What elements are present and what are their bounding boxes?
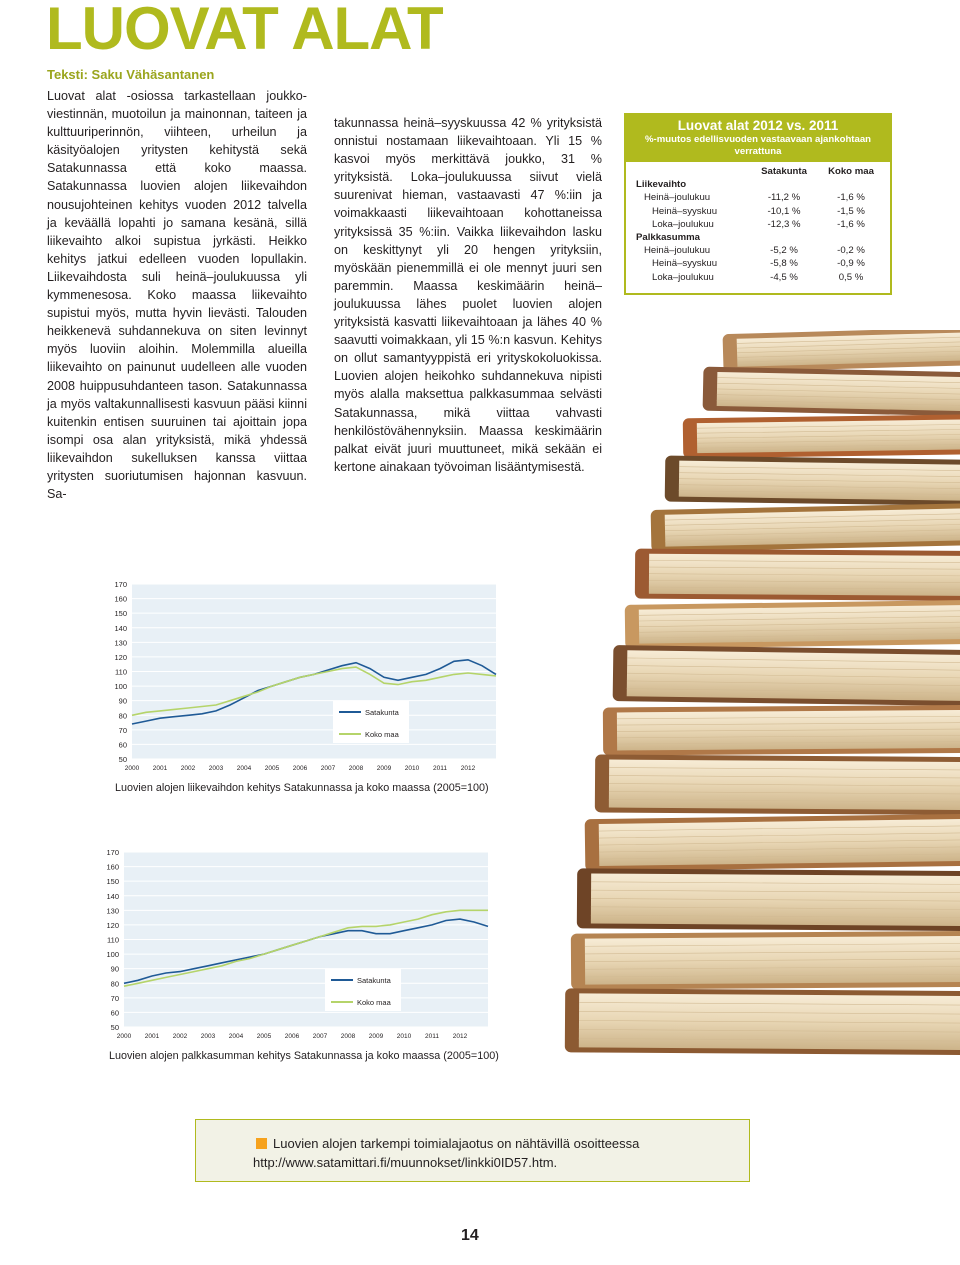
- group-label: Palkkasumma: [636, 232, 700, 244]
- x-tick-label: 2006: [284, 1033, 300, 1040]
- legend-label: Satakunta: [365, 708, 399, 717]
- group-label: Liikevaihto: [636, 179, 687, 191]
- y-tick-label: 70: [110, 993, 119, 1003]
- table-row: [636, 218, 884, 231]
- x-tick-label: 2007: [312, 1033, 328, 1040]
- x-tick-label: 2009: [368, 1033, 384, 1040]
- link-note-box: [195, 1119, 750, 1182]
- book: [703, 367, 960, 418]
- y-tick-label: 110: [115, 667, 127, 677]
- row-label: Heinä–syyskuu: [652, 258, 718, 270]
- y-tick-label: 160: [106, 862, 119, 872]
- y-tick-label: 100: [106, 950, 119, 960]
- x-tick-label: 2011: [425, 1033, 439, 1040]
- payroll-chart: [92, 840, 492, 1046]
- y-tick-label: 60: [110, 1008, 119, 1018]
- x-tick-label: 2000: [124, 765, 140, 772]
- group-row: [636, 231, 884, 244]
- y-tick-label: 170: [114, 580, 127, 589]
- row-label: Heinä–joulukuu: [644, 245, 711, 257]
- body-text-column-2: takunnassa heinä–syyskuussa 42 % yrityksistä onnistui nostamaan liikevaihtoaan. Yli 15 % kasvoi myös merkittävä joukko, 31 % yrityksistä. Loka–joulukuussa siivut vielä suurenivat hieman, vastaavasti 47 %:iin ja voimakkaasti liikevaihtoaan kohottaneissa yrityksissä 35 %:iin. Vaikka liikevaihdon lasku on keskittynyt yli 20 hengen yrityksiin, myöskään pienemmillä ei ole mennyt juuri sen paremmin. Maassa keskimäärin heinä–joulukuussa lähes puolet luovien alojen yrityksistä kasvatti liikevaihtoaan ja lähes 40 % saavutti voimakkaan, yli 15 %:n kasvun. Kehitys on ollut samantyyppistä eri yrityskokoluokissa. Luovien alojen heikohko suhdannekuva nipisti myös alalla maksettua palkkasummaa selvästi Satakunnassa, mikä viittaa vahvasti henkilöstövähennyksiin. Maassa keskimäärin palkat eivät juuri muuttuneet, mikä sekään ei kertone ainakaan työvoiman lisääntymisestä.: [334, 116, 602, 474]
- info-table-title: Luovat alat 2012 vs. 2011: [677, 118, 839, 133]
- y-tick-label: 130: [114, 638, 127, 648]
- book: [723, 330, 960, 372]
- cell-satakunta: -10,1 %: [767, 205, 801, 217]
- x-tick-label: 2010: [404, 765, 420, 772]
- y-tick-label: 70: [118, 725, 127, 735]
- cell-koko-maa: -1,6 %: [837, 218, 865, 230]
- table-row: [636, 257, 884, 270]
- info-table-subtitle: %-muutos edellisvuoden vastaavaan ajankohtaan verrattuna: [644, 134, 872, 157]
- cell-koko-maa: -1,5 %: [837, 205, 865, 217]
- y-tick-label: 140: [106, 891, 119, 901]
- author-byline: Teksti: Saku Vähäsantanen: [47, 67, 215, 82]
- x-tick-label: 2004: [228, 1033, 244, 1040]
- x-tick-label: 2005: [256, 1033, 272, 1040]
- cell-satakunta: -11,2 %: [767, 192, 801, 204]
- book: [665, 455, 960, 506]
- y-tick-label: 160: [114, 594, 127, 604]
- x-tick-label: 2007: [320, 765, 336, 772]
- y-tick-label: 80: [110, 979, 119, 989]
- orange-square-icon: [256, 1138, 267, 1149]
- y-tick-label: 100: [114, 682, 127, 692]
- book: [565, 988, 960, 1056]
- book: [651, 502, 960, 552]
- cell-koko-maa: 0,5 %: [838, 271, 864, 283]
- book: [613, 645, 960, 707]
- x-tick-label: 2003: [200, 1033, 216, 1040]
- x-tick-label: 2008: [348, 765, 364, 772]
- y-tick-label: 120: [106, 920, 119, 930]
- note-line-1: [256, 1134, 749, 1153]
- revenue-chart: [100, 572, 500, 778]
- cell-koko-maa: -0,9 %: [837, 258, 865, 270]
- y-tick-label: 140: [114, 623, 127, 633]
- book: [683, 413, 960, 458]
- x-tick-label: 2012: [460, 765, 476, 772]
- y-tick-label: 150: [114, 609, 127, 619]
- x-tick-label: 2000: [116, 1033, 132, 1040]
- legend-label: Satakunta: [357, 976, 391, 985]
- x-tick-label: 2008: [340, 1033, 356, 1040]
- table-row: [636, 205, 884, 218]
- cell-satakunta: -5,2 %: [770, 245, 798, 257]
- x-tick-label: 2002: [180, 765, 196, 772]
- y-tick-label: 50: [118, 755, 127, 764]
- x-tick-label: 2001: [152, 765, 168, 772]
- x-tick-label: 2006: [292, 765, 308, 772]
- group-row: [636, 178, 884, 191]
- book: [635, 549, 960, 602]
- y-tick-label: 110: [107, 935, 119, 945]
- row-label: Heinä–syyskuu: [652, 205, 718, 217]
- row-label: Heinä–joulukuu: [644, 192, 711, 204]
- page-title: LUOVAT ALAT: [46, 0, 443, 62]
- x-tick-label: 2011: [433, 765, 447, 772]
- book: [571, 930, 960, 989]
- cell-koko-maa: -1,6 %: [837, 192, 865, 204]
- legend-label: Koko maa: [365, 730, 399, 739]
- cell-satakunta: -12,3 %: [767, 218, 801, 230]
- cell-satakunta: -4,5 %: [770, 271, 798, 283]
- info-table: [636, 165, 884, 284]
- note-text: Luovien alojen tarkempi toimialajaotus on nähtävillä osoitteessa: [273, 1136, 640, 1151]
- book: [625, 599, 960, 649]
- y-tick-label: 50: [110, 1023, 119, 1032]
- x-tick-label: 2010: [396, 1033, 412, 1040]
- book: [603, 704, 960, 755]
- x-tick-label: 2004: [236, 765, 252, 772]
- y-tick-label: 150: [106, 877, 119, 887]
- x-tick-label: 2012: [452, 1033, 468, 1040]
- book: [585, 813, 960, 872]
- y-tick-label: 90: [118, 696, 127, 706]
- book: [595, 754, 960, 815]
- x-tick-label: 2003: [208, 765, 224, 772]
- y-tick-label: 60: [118, 740, 127, 750]
- cell-satakunta: -5,8 %: [770, 258, 798, 270]
- info-table-header: [626, 115, 890, 162]
- body-text-column-1: Luovat alat -osiossa tarkastellaan joukko-viestinnän, muotoilun ja mainonnan, taiteen ja kulttuuriperinnön, viihteen, urheilun ja käsityöalojen yritysten kehitystä sekä Satakunnassa että koko maassa. Satakunnassa luovien alojen liikevaihdon nousujohteinen kehitys vuoden 2012 talvella ja keväällä lopahti jo samana kesänä, sillä liikevaihto alkoi supistua jyrkästi. Heikko kehitys jatkui edelleen vuoden lopullakin. Liikevaihdosta suli heinä–joulukuussa yli kymmenesosa. Koko maassa liikevaihto supistui myös, mutta hyvin lievästi. Talouden heikkenevä suhdannekuva on siten levinnyt myös luoviin aloihin. Molemmilla alueilla liikevaihto on painunut uudelleen alle vuoden 2008 huippusuhdanteen tason. Satakunnassa ja myös valtakunnallisesti kasvuun pääsi kiinni kuitenkin entisen suuruinen tai ajoittain jopa isompi osa alan yrityksistä, mikä yhdessä liikevaihdon sukelluksen kanssa viittaa yritysten suoriutumisen hajonnan kasvuun. Sa-: [47, 89, 307, 502]
- y-tick-label: 120: [114, 652, 127, 662]
- x-tick-label: 2001: [144, 1033, 160, 1040]
- page-number: 14: [461, 1227, 479, 1244]
- info-table-box: [624, 113, 892, 295]
- y-tick-label: 90: [110, 964, 119, 974]
- table-row: [636, 191, 884, 204]
- x-tick-label: 2005: [264, 765, 280, 772]
- legend-label: Koko maa: [357, 998, 391, 1007]
- column-header-satakunta: Satakunta: [761, 166, 807, 177]
- cell-koko-maa: -0,2 %: [837, 245, 865, 257]
- row-label: Loka–joulukuu: [652, 271, 714, 283]
- book: [577, 868, 960, 931]
- y-tick-label: 130: [106, 906, 119, 916]
- revenue-chart-caption: Luovien alojen liikevaihdon kehitys Satakunnassa ja koko maassa (2005=100): [115, 782, 489, 794]
- y-tick-label: 170: [106, 848, 119, 857]
- table-header-row: [636, 165, 884, 178]
- x-tick-label: 2009: [376, 765, 392, 772]
- column-header-koko-maa: Koko maa: [828, 166, 874, 177]
- note-link[interactable]: http://www.satamittari.fi/muunnokset/linkki0ID57.htm.: [253, 1155, 558, 1170]
- table-row: [636, 244, 884, 257]
- table-row: [636, 271, 884, 284]
- y-tick-label: 80: [118, 711, 127, 721]
- row-label: Loka–joulukuu: [652, 218, 714, 230]
- x-tick-label: 2002: [172, 1033, 188, 1040]
- payroll-chart-caption: Luovien alojen palkkasumman kehitys Satakunnassa ja koko maassa (2005=100): [109, 1050, 499, 1062]
